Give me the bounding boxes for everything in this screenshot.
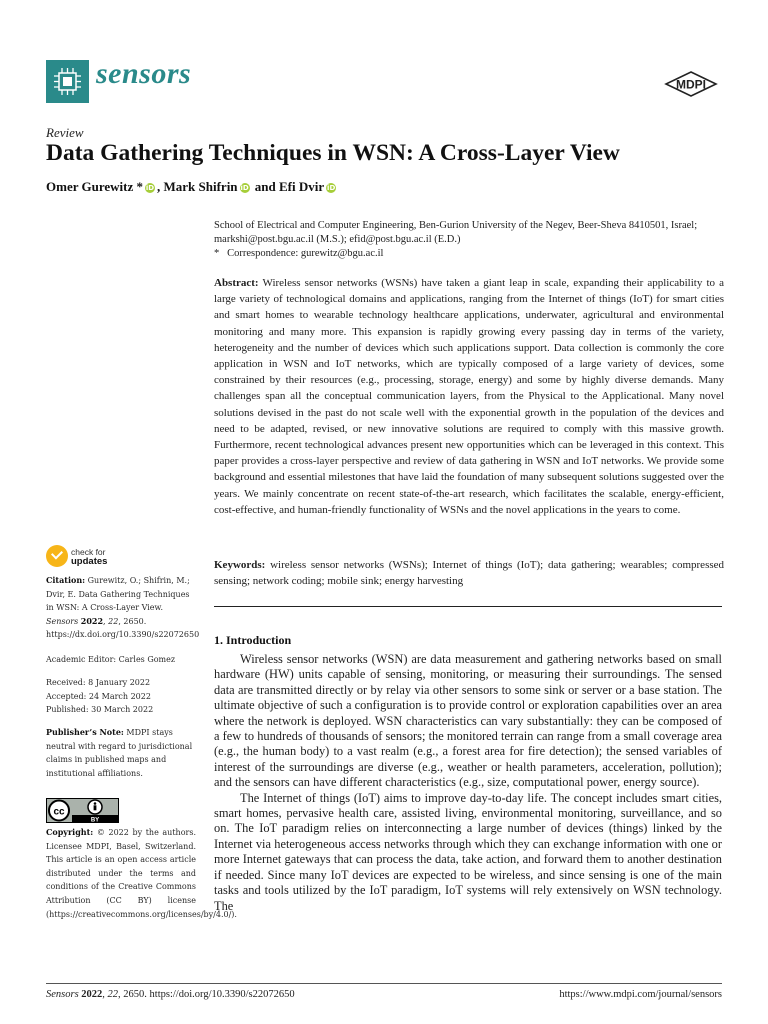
orcid-icon[interactable]: iD xyxy=(145,184,155,192)
footer-volume: 22 xyxy=(107,989,119,1000)
author-separator: and xyxy=(251,179,280,194)
academic-editor: Academic Editor: Carles Gomez xyxy=(46,655,176,664)
affiliation-emails[interactable]: markshi@post.bgu.ac.il (M.S.); efid@post.bgu.ac.il (E.D.) xyxy=(214,234,461,245)
footer-doi[interactable]: , 2650. https://doi.org/10.3390/s22072650 xyxy=(118,989,295,1000)
abstract-label: Abstract: xyxy=(214,277,259,289)
publishers-note xyxy=(46,726,196,780)
mdpi-logo xyxy=(664,71,718,101)
correspondence[interactable]: * Correspondence: gurewitz@bgu.ac.il xyxy=(214,248,384,259)
svg-text:cc: cc xyxy=(53,806,65,818)
article-title: Data Gathering Techniques in WSN: A Cross-Layer View xyxy=(46,140,620,166)
keywords-label: Keywords: xyxy=(214,559,266,571)
check-for-updates-button[interactable] xyxy=(46,545,126,569)
citation-journal: Sensors xyxy=(46,616,79,626)
abstract xyxy=(214,275,724,518)
orcid-icon[interactable]: iD xyxy=(240,184,249,192)
received-date: Received: 8 January 2022 xyxy=(46,678,151,687)
affiliation-line: School of Electrical and Computer Engineering, Ben-Gurion University of the Negev, Beer-Sheva 8410501, Israel; xyxy=(214,220,698,231)
check-updates-text xyxy=(71,548,107,566)
citation-label: Citation: xyxy=(46,575,86,585)
cc-by-label: BY xyxy=(90,817,100,823)
publishers-note-label: Publisher’s Note: xyxy=(46,727,124,737)
checkmark-icon xyxy=(46,545,68,567)
author-list xyxy=(46,179,338,195)
mdpi-logo-text: MDPI xyxy=(676,77,706,92)
introduction-body xyxy=(214,652,722,914)
abstract-text: Wireless sensor networks (WSNs) have taken a giant leap in scale, expanding their applicability to a large variety of technological domains and applications, ranging from the Internet of things (IoT) for smart cities and smart homes to wearable technology healthcare applications, underwater, agricultural and environmental monitoring and many more. This expansion is rapidly growing every passing day in terms of the variety, heterogeneity and the number of devices which such applications support. Data collection is commonly the core application in WSN and IoT networks, which are typically composed of a large variety of devices, some constrained by their resources (e.g., processing, storage, energy) and some by highly diverse demands. Many challenges span all the conceptual communication layers, from the Physical to the Applicational. Many novel solutions devised in the past do not scale well with the exponential growth in the population of the devices and need to be adapted, revised, or new innovative solutions are required to comply with this massive growth. Furthermore, recent technological advances present new opportunities which can be leveraged in this context. This paper provides a cross-layer perspective and review of data gathering in WSN and IoT networks. We provide some background and essential milestones that have laid the foundation of many subsequent solutions suggested over the years. We mainly concentrate on recent state-of-the-art research, which facilitates the scalable, energy-efficient, cost-effective, and human-friendly functionality of WSNs and the novel applications in the years to come. xyxy=(214,277,724,516)
check-updates-line2: updates xyxy=(71,556,108,567)
citation-volume: 22 xyxy=(108,616,119,626)
footer-divider xyxy=(46,983,722,984)
copyright-label: Copyright: xyxy=(46,827,94,837)
footer-year: 2022 xyxy=(81,989,103,1000)
publishers-note-text: MDPI stays neutral with regard to jurisdictional claims in published maps and institutional affiliations. xyxy=(46,728,193,778)
paragraph: Wireless sensor networks (WSN) are data measurement and gathering networks based on small hardware (HW) units capable of sensing, monitoring, or measuring their surroundings. The sensed data are transmitted directly or by relay via other sensors to some sink or server or a base station. The ultimate objective of such a configuration is to provide control or exploration capabilities over an area where the network is deployed. WSN characteristics can vary substantially: they can be composed of a few to hundreds of thousands of sensors; the monitored terrain can range from a small coverage area (e.g., the human body) to a vast realm (e.g., a forest area for fire detection); the sensed variables of interest of the surroundings are diverse (e.g., weather or health parameters, acceleration, pollution); and the sensors can have different characteristics (e.g., size, computational power, energy source). xyxy=(214,652,722,790)
check-updates-line1: check for xyxy=(71,547,106,557)
author-name[interactable]: Efi Dvir xyxy=(279,179,325,194)
sensors-logo-icon xyxy=(46,60,89,103)
footer-journal: Sensors xyxy=(46,989,79,1000)
citation-block: Citation: Gurewitz, O.; Shifrin, M.; Dvir, E. Data Gathering Techniques in WSN: A Cross-Layer View. Sensors 2022, 22, 2650. https://dx.doi.org/10.3390/s22072650 xyxy=(46,575,200,640)
section-heading: 1. Introduction xyxy=(214,633,292,647)
orcid-icon[interactable]: iD xyxy=(327,184,336,192)
article-dates xyxy=(46,676,196,717)
author-mark: * xyxy=(133,179,143,194)
citation-year: 2022 xyxy=(80,615,104,626)
accepted-date: Accepted: 24 March 2022 xyxy=(46,691,151,701)
copyright-notice xyxy=(46,826,237,921)
paragraph: The Internet of things (IoT) aims to improve day-to-day life. The concept includes smart cities, smart homes, pervasive health care, assisted living, environmental monitoring, surveillance, and so on. The IoT paradigm relies on interconnecting a large number of devices (things) linked by the Internet via heterogeneous access networks through which they can exchange information with one or more Internet gateways that can process the data, take action, and forward them to another destination if needed. Since many IoT devices are expected to be wireless, and since sensing is one of the main tasks and tools utilized by the IoT paradigm, IoT systems will rely extensively on WSN technology. The xyxy=(214,790,722,913)
cc-by-license-badge[interactable] xyxy=(46,798,119,823)
affiliation-block xyxy=(214,219,724,261)
author-separator: , xyxy=(157,179,164,194)
copyright-text: © 2022 by the authors. Licensee MDPI, Basel, Switzerland. This article is an open access article distributed under the terms and conditions of the Creative Commons Attribution (CC BY) license (https://creativecommons.org/licenses/by/4.0/). xyxy=(46,828,237,919)
article-type: Review xyxy=(46,125,84,140)
journal-name: sensors xyxy=(96,57,192,90)
author-name[interactable]: Mark Shifrin xyxy=(163,179,238,194)
published-date: Published: 30 March 2022 xyxy=(46,705,154,715)
section-divider xyxy=(214,606,722,607)
footer-journal-url[interactable]: https://www.mdpi.com/journal/sensors xyxy=(559,989,722,1000)
footer-citation: Sensors 2022, 22, 2650. https://doi.org/10.3390/s22072650 xyxy=(46,989,295,1000)
citation-text: Gurewitz, O.; Shifrin, M.; Dvir, E. Data Gathering Techniques in WSN: A Cross-Layer View. xyxy=(46,576,190,613)
author-name[interactable]: Omer Gurewitz xyxy=(46,179,134,194)
keywords-text: wireless sensor networks (WSNs); Internet of things (IoT); data gathering; wearables; compressed sensing; network coding; mobile sink; energy harvesting xyxy=(214,559,725,587)
keywords xyxy=(214,557,724,589)
citation-doi[interactable]: , 2650. https://dx.doi.org/10.3390/s22072650 xyxy=(46,616,200,640)
